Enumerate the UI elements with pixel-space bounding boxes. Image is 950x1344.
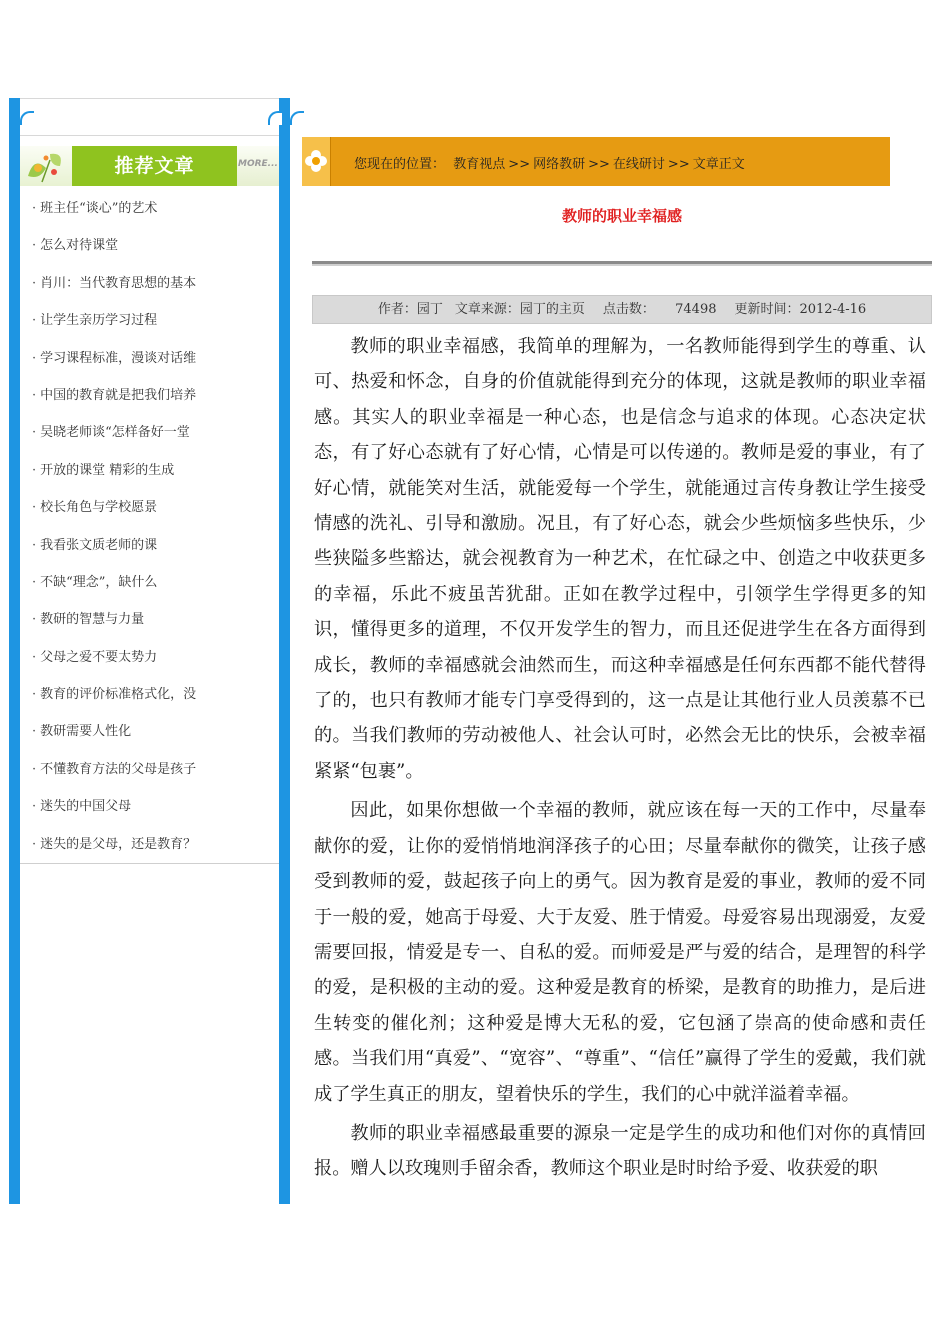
list-item[interactable]: · 迷失的中国父母 — [32, 799, 132, 815]
breadcrumb-separator: >> — [667, 157, 690, 172]
breadcrumb-link[interactable]: 在线研讨 — [612, 157, 665, 172]
breadcrumb-link[interactable]: 教育视点 — [453, 157, 506, 172]
list-item[interactable]: · 我看张文质老师的课 — [32, 537, 158, 553]
flower-icon — [302, 137, 330, 186]
sidebar-title: 推荐文章 — [72, 146, 237, 186]
sidebar-header — [20, 146, 279, 186]
list-item[interactable]: · 校长角色与学校愿景 — [32, 500, 158, 516]
breadcrumb-separator: >> — [508, 157, 531, 172]
article-paragraph: 教师的职业幸福感最重要的源泉一定是学生的成功和他们对你的真情回报。赠人以玫瑰则手留余香，教师这个职业是时时给予爱、收获爱的职 — [314, 1122, 926, 1180]
recommended-articles-list — [20, 190, 279, 864]
corner-ornament — [290, 111, 304, 125]
meta-clicks-label: 点击数： — [602, 302, 655, 317]
list-item[interactable]: · 吴晓老师谈“怎样备好一堂 — [32, 425, 190, 441]
breadcrumb-prefix: 您现在的位置： — [354, 157, 446, 172]
list-item[interactable]: · 迷失的是父母，还是教育？ — [32, 836, 197, 852]
meta-author: 作者：园丁 — [377, 302, 443, 317]
breadcrumb — [354, 137, 745, 192]
sidebar-right-border — [279, 98, 290, 1204]
meta-clicks-value: 74498 — [675, 302, 717, 317]
sidebar-left-border — [9, 98, 20, 1204]
breadcrumb-link[interactable]: 网络教研 — [533, 157, 586, 172]
article-paragraph: 教师的职业幸福感，我简单的理解为，一名教师能得到学生的尊重、认可、热爱和怀念，自身的价值就能得到充分的体现，这就是教师的职业幸福感。其实人的职业幸福是一种心态，也是信念与追求的体现。心态决定状态，有了好心态就有了好心情，心情是可以传递的。教师是爱的事业，有了好心情，就能笑对生活，就能爱每一个学生，就能通过言传身教让学生接受情感的洗礼、引导和激励。况且，有了好心态，就会少些烦恼多些快乐，少些狭隘多些豁达，就会视教育为一种艺术，在忙碌之中、创造之中收获更多的幸福，乐此不疲虽苦犹甜。正如在教学过程中，引领学生学得更多的知识，懂得更多的道理，不仅开发学生的智力，而且还促进学生在各方面得到成长，教师的幸福感就会油然而生，而这种幸福感是任何东西都不能代替得了的，也只有教师才能专门享受得到的，这一点是让其他行业人员羡慕不已的。当我们教师的劳动被他人、社会认可时，必然会无比的快乐，会被幸福紧紧“包裹”。 — [314, 336, 926, 782]
article-title: 教师的职业幸福感 — [561, 207, 682, 225]
list-item[interactable]: · 父母之爱不要太势力 — [32, 649, 158, 665]
article-meta — [312, 295, 932, 324]
flower-icon — [20, 146, 72, 186]
article-body — [314, 329, 926, 1191]
list-item[interactable]: · 不缺“理念”，缺什么 — [32, 574, 158, 590]
breadcrumb-separator: >> — [588, 157, 610, 172]
breadcrumb-bar — [302, 137, 889, 186]
meta-source: 文章来源：园丁的主页 — [454, 302, 585, 317]
list-item[interactable]: · 不懂教育方法的父母是孩子 — [32, 761, 197, 777]
flower-badge — [302, 137, 330, 186]
list-item[interactable]: · 教育的评价标准格式化，没 — [32, 687, 197, 703]
divider — [312, 261, 932, 266]
meta-clicks — [597, 302, 723, 317]
breadcrumb-current: 文章正文 — [692, 157, 745, 172]
more-link[interactable]: MORE... — [238, 159, 278, 169]
list-item[interactable]: · 教研的智慧与力量 — [32, 612, 145, 628]
list-item[interactable]: · 肖川：当代教育思想的基本 — [32, 275, 197, 291]
list-item[interactable]: · 让学生亲历学习过程 — [32, 313, 158, 329]
meta-updated: 更新时间：2012-4-16 — [734, 302, 867, 317]
sidebar-top-panel — [20, 98, 279, 136]
article-paragraph: 因此，如果你想做一个幸福的教师，就应该在每一天的工作中，尽量奉献你的爱，让你的爱悄悄地润泽孩子的心田；尽量奉献你的微笑，让孩子感受到教师的爱，鼓起孩子向上的勇气。因为教育是爱的事业，教师的爱不同于一般的爱，她高于母爱、大于友爱、胜于情爱。母爱容易出现溺爱，友爱需要回报，情爱是专一、自私的爱。而师爱是严与爱的结合，是理智的科学的爱，是积极的主动的爱。这种爱是教育的桥梁，是教育的助推力，是后进生转变的催化剂；这种爱是博大无私的爱，它包涵了崇高的使命感和责任感。当我们用“真爱”、“宽容”、“尊重”、“信任”赢得了学生的爱戴，我们就成了学生真正的朋友，望着快乐的学生，我们的心中就洋溢着幸福。 — [314, 800, 926, 1105]
list-item[interactable]: · 教研需要人性化 — [32, 724, 132, 740]
list-item[interactable]: · 班主任“谈心”的艺术 — [32, 201, 158, 216]
list-item[interactable]: · 中国的教育就是把我们培养 — [32, 387, 197, 403]
list-item[interactable]: · 怎么对待课堂 — [32, 238, 119, 254]
list-item[interactable]: · 开放的课堂 精彩的生成 — [32, 462, 175, 478]
list-item[interactable]: · 学习课程标准，漫谈对话维 — [32, 350, 197, 366]
flower-decoration — [20, 146, 72, 186]
